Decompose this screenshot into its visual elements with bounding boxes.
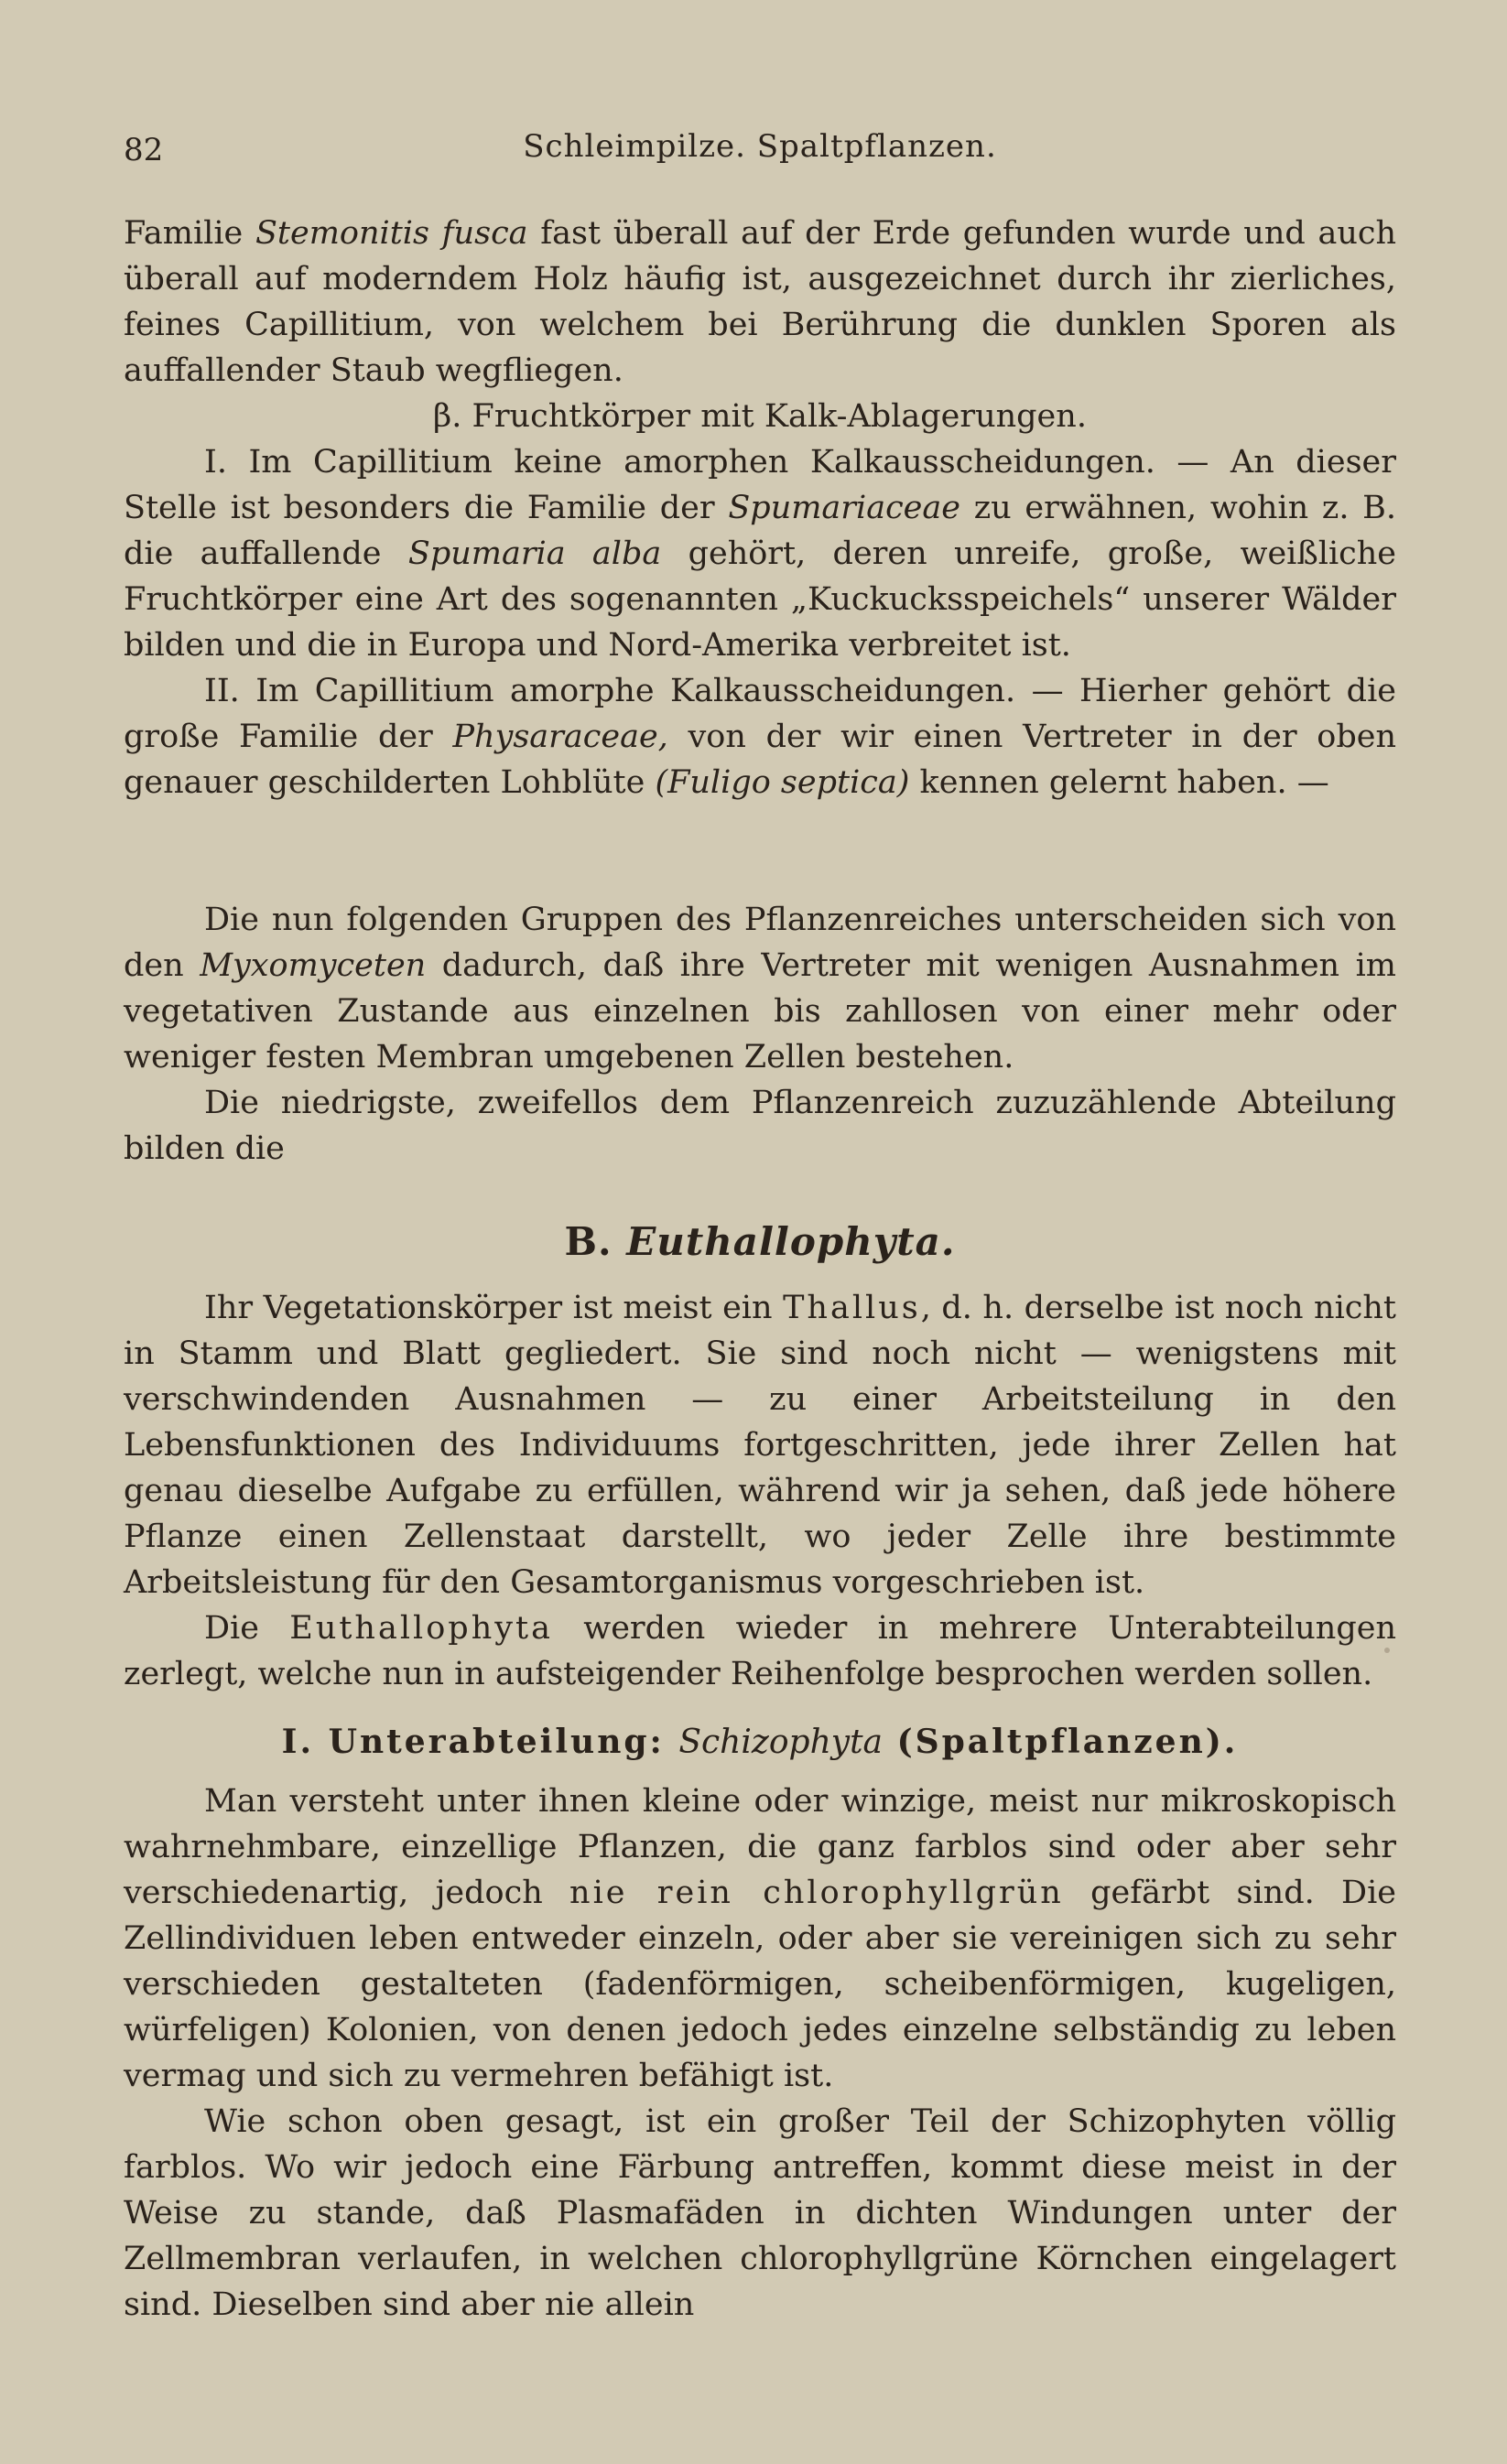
heading-schizophyta <box>124 1719 1396 1766</box>
paragraph-unterabteilungen <box>124 1605 1396 1697</box>
emphasis: nie rein chlorophyllgrün <box>569 1875 1064 1911</box>
page-header <box>124 128 1396 174</box>
family-name: Spumariaceae <box>728 490 960 526</box>
heading-suffix: (Spaltpflanzen). <box>883 1723 1239 1761</box>
text: Die nun folgenden Gruppen des Pflanzenreiches unterscheiden sich von den <box>124 902 1396 984</box>
species-name: Spumaria alba <box>407 535 662 572</box>
text: Man versteht unter ihnen kleine oder winzige, meist nur mikroskopisch wahrnehmbare, einzellige Pflanzen, die ganz farblos sind oder aber sehr verschiedenartig, jedoch <box>124 1783 1396 1911</box>
paragraph-spumariaceae <box>124 439 1396 668</box>
text: von der wir einen Vertreter in der oben genauer geschilderten Lohblüte <box>124 719 1396 801</box>
running-title: Schleimpilze. Spaltpflanzen. <box>523 128 997 165</box>
species-name: Stemonitis fusca <box>255 215 528 252</box>
text: kennen gelernt haben. — <box>909 764 1329 801</box>
text: Ihr Vegetationskörper ist meist ein <box>204 1290 784 1326</box>
family-name: Physaraceae, <box>452 719 668 755</box>
text: Die <box>204 1610 290 1647</box>
paragraph-definition <box>124 1778 1396 2099</box>
text: Familie <box>124 215 255 252</box>
heading-prefix: I. Unterabteilung: <box>281 1723 679 1761</box>
text: zu erwähnen, wohin z. B. die auffallende <box>124 490 1397 572</box>
species-name: (Fuligo septica) <box>655 764 910 801</box>
page-speck <box>1384 1648 1390 1653</box>
page-number: 82 <box>124 132 164 168</box>
group-name: Myxomyceten <box>200 947 427 984</box>
heading-title: Euthallophyta. <box>626 1219 956 1264</box>
section-gap <box>124 805 1396 897</box>
emphasis: Euthallophyta <box>289 1610 553 1647</box>
heading-euthallophyta <box>124 1219 1396 1265</box>
paragraph-stemonitis <box>124 211 1396 394</box>
section-heading-beta: β. Fruchtkörper mit Kalk-Ablagerungen. <box>433 398 1087 435</box>
paragraph-niedrigste: Die niedrigste, zweifellos dem Pflanzenreich zuzuzählende Abteilung bilden die <box>124 1085 1396 1167</box>
text: gehört, deren unreife, große, weißliche Fruchtkörper eine Art des sogenannten „Kuckucksspeichels“ unserer Wälder bilden und die in Europa und Nord-Amerika verbreitet ist. <box>124 535 1397 664</box>
text: II. Im Capillitium amorphe Kalkausscheidungen. — Hierher gehört die große Familie der <box>124 673 1396 755</box>
emphasis: Thallus <box>783 1290 921 1326</box>
page-body <box>124 211 1396 2328</box>
paragraph-vegetationskoerper <box>124 1285 1396 1605</box>
text: gefärbt sind. Die Zellindividuen leben entweder einzeln, oder aber sie vereinigen sich zu sehr verschieden gestalteten (fadenförmigen, scheibenförmigen, kugeligen, würfeligen) Kolonien, von denen jedoch jedes einzelne selbständig zu leben vermag und sich zu vermehren befähigt ist. <box>124 1875 1396 2094</box>
paragraph-faerbung: Wie schon oben gesagt, ist ein großer Teil der Schizophyten völlig farblos. Wo wir jedoch eine Färbung antreffen, kommt diese meist in der Weise zu stande, daß Plasmafäden in dichten Windungen unter der Zellmembran verlaufen, in welchen chlorophyllgrüne Körnchen eingelagert sind. Dieselben sind aber nie allein <box>124 2103 1396 2323</box>
paragraph-physaraceae <box>124 668 1396 805</box>
text: dadurch, daß ihre Vertreter mit wenigen Ausnahmen im vegetativen Zustande aus einzelnen bis zahllosen von einer mehr oder weniger festen Membran umgebenen Zellen bestehen. <box>124 947 1396 1075</box>
heading-prefix: B. <box>564 1219 627 1264</box>
text: fast überall auf der Erde gefunden wurde und auch überall auf moderndem Holz häufig ist, ausgezeichnet durch ihr zierliches, feines Capillitium, von welchem bei Berührung die dunklen Sporen als auffallender Staub wegfliegen. <box>124 215 1397 389</box>
heading-title: Schizophyta <box>678 1724 884 1761</box>
text: werden wieder in mehrere Unterabteilungen zerlegt, welche nun in aufsteigender Reihenfolge besprochen werden sollen. <box>124 1610 1396 1692</box>
text: I. Im Capillitium keine amorphen Kalkausscheidungen. — An dieser Stelle ist besonders die Familie der <box>124 444 1396 526</box>
text: , d. h. derselbe ist noch nicht in Stamm und Blatt gegliedert. Sie sind noch nicht — wenigstens mit verschwindenden Ausnahmen — zu einer Arbeitsteilung in den Lebensfunktionen des Individuums fortgeschritten, jede ihrer Zellen hat genau dieselbe Aufgabe zu erfüllen, während wir ja sehen, daß jede höhere Pflanze einen Zellenstaat darstellt, wo jeder Zelle ihre bestimmte Arbeitsleistung für den Gesamtorganismus vorgeschrieben ist. <box>124 1290 1396 1601</box>
paragraph-myxomyceten <box>124 897 1396 1080</box>
